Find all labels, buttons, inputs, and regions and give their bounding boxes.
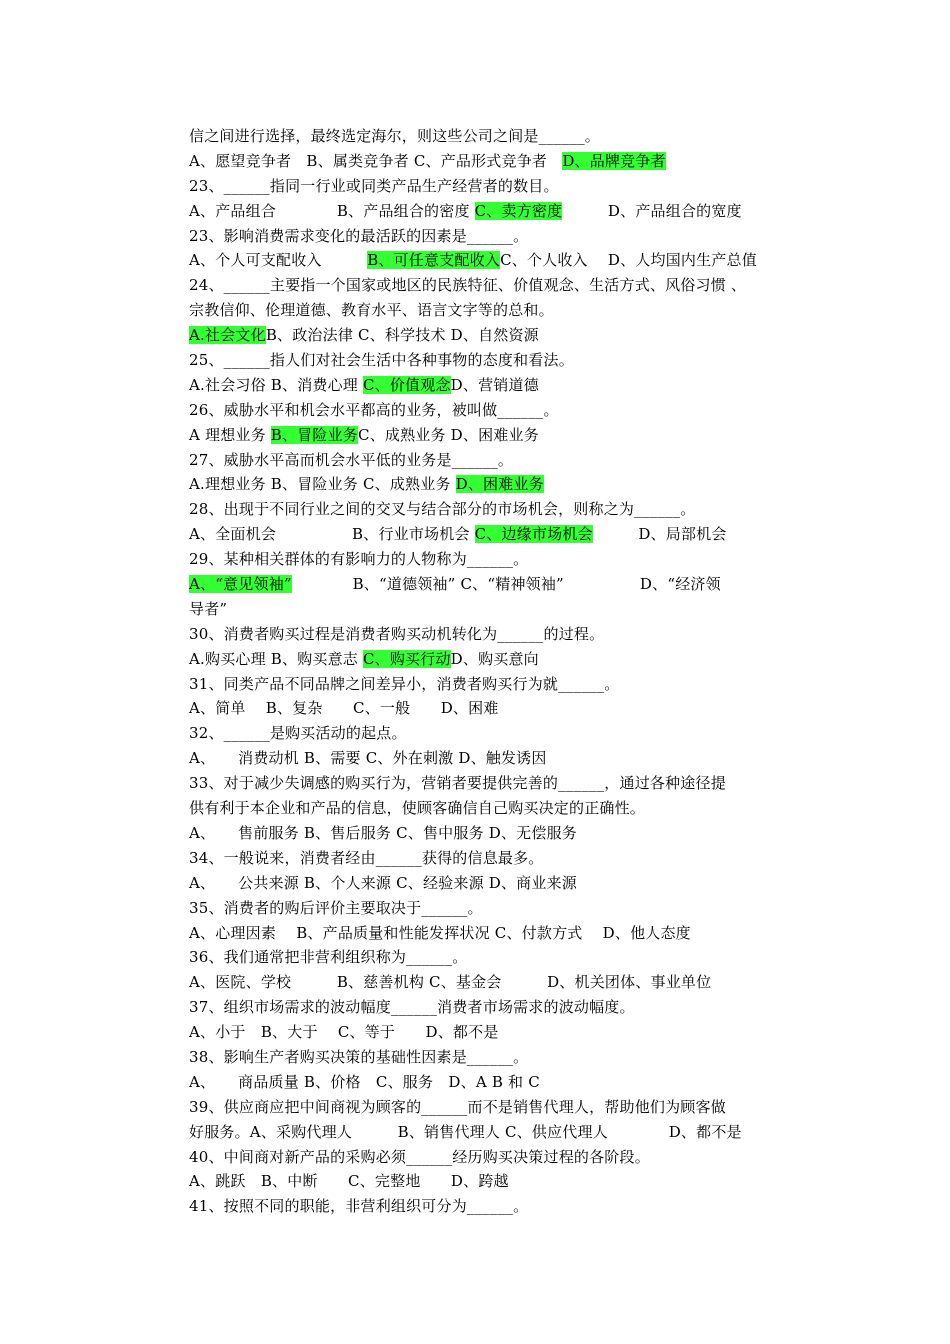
text-line <box>189 448 819 473</box>
text-segment: D、产品组合的宽度 <box>562 201 742 220</box>
text-segment: B、“道德领袖” C、“精神领袖” D、“经济领 <box>291 575 721 594</box>
text-segment: 30、消费者购买过程是消费者购买动机转化为______的过程。 <box>189 624 605 643</box>
text-line <box>189 597 819 622</box>
text-line <box>189 1194 819 1219</box>
text-line <box>189 199 819 224</box>
text-segment: 25、______指人们对社会生活中各种事物的态度和看法。 <box>189 351 574 370</box>
text-line <box>189 398 819 423</box>
text-segment: A、小于 B、大于 C、等于 D、都不是 <box>189 1023 499 1042</box>
text-line <box>189 622 819 647</box>
text-segment: 35、消费者的购后评价主要取决于______。 <box>189 898 483 917</box>
text-segment: B、政治法律 C、科学技术 D、自然资源 <box>265 326 539 345</box>
text-line <box>189 124 819 149</box>
text-line <box>189 721 819 746</box>
text-segment: A、 商品质量 B、价格 C、服务 D、A B 和 C <box>189 1072 540 1091</box>
text-line <box>189 323 819 348</box>
text-segment: 信之间进行选择，最终选定海尔，则这些公司之间是______。 <box>189 127 601 145</box>
text-line <box>189 672 819 697</box>
text-segment: 23、影响消费需求变化的最活跃的因素是______。 <box>189 226 529 245</box>
text-line <box>189 497 819 522</box>
text-segment: A 理想业务 <box>189 425 271 444</box>
text-line <box>189 373 819 398</box>
text-line <box>189 846 819 871</box>
text-segment: A、愿望竞争者 B、属类竞争者 C、产品形式竞争者 <box>189 151 563 170</box>
text-line <box>189 995 819 1020</box>
text-segment: 26、威胁水平和机会水平都高的业务，被叫做______。 <box>189 400 559 419</box>
text-line <box>189 1020 819 1045</box>
text-segment: 40、中间商对新产品的采购必须______经历购买决策过程的各阶段。 <box>189 1147 650 1166</box>
text-segment: 27、威胁水平高而机会水平低的业务是______。 <box>189 450 514 469</box>
highlighted-answer: C、价值观念 <box>362 375 451 394</box>
text-line <box>189 1095 819 1120</box>
text-line <box>189 273 819 298</box>
text-segment: D、局部机会 <box>592 525 727 544</box>
highlighted-answer: D、品牌竞争者 <box>562 151 666 170</box>
text-line <box>189 1120 819 1145</box>
highlighted-answer: B、可任意支配收入 <box>367 251 501 270</box>
text-line <box>189 771 819 796</box>
text-segment: 供有利于本企业和产品的信息，使顾客确信自己购买决定的正确性。 <box>189 799 646 818</box>
text-segment: A.理想业务 B、冒险业务 C、成熟业务 <box>189 475 456 494</box>
highlighted-answer: A、“意见领袖” <box>189 575 292 594</box>
text-segment: A、产品组合 B、产品组合的密度 <box>189 201 475 220</box>
text-line <box>189 1070 819 1095</box>
text-line <box>189 572 819 597</box>
text-line <box>189 896 819 921</box>
text-segment: 36、我们通常把非营利组织称为______。 <box>189 948 468 967</box>
text-line <box>189 945 819 970</box>
text-line <box>189 522 819 547</box>
highlighted-answer: D、困难业务 <box>455 475 544 494</box>
text-line <box>189 423 819 448</box>
text-segment: 28、出现于不同行业之间的交叉与结合部分的市场机会，则称之为______。 <box>189 500 696 519</box>
text-line <box>189 1169 819 1194</box>
highlighted-answer: B、冒险业务 <box>270 425 359 444</box>
text-segment: A、跳跃 B、中断 C、完整地 D、跨越 <box>189 1172 509 1191</box>
text-segment: A、 消费动机 B、需要 C、外在刺激 D、触发诱因 <box>189 749 547 768</box>
text-segment: C、个人收入 D、人均国内生产总值 <box>500 251 757 270</box>
text-segment: A.购买心理 B、购买意志 <box>189 649 363 668</box>
text-segment: A、个人可支配收入 <box>189 251 368 270</box>
text-segment: D、营销道德 <box>450 375 539 394</box>
text-line <box>189 746 819 771</box>
text-segment: 41、按照不同的职能，非营利组织可分为______。 <box>189 1197 529 1216</box>
text-segment: 34、一般说来，消费者经由______获得的信息最多。 <box>189 848 544 867</box>
text-line <box>189 248 819 273</box>
text-line <box>189 174 819 199</box>
text-segment: 39、供应商应把中间商视为顾客的______而不是销售代理人，帮助他们为顾客做 <box>189 1097 726 1116</box>
text-segment: 好服务。A、采购代理人 B、销售代理人 C、供应代理人 D、都不是 <box>189 1122 742 1141</box>
text-line <box>189 298 819 323</box>
highlighted-answer: A.社会文化 <box>189 326 266 345</box>
text-segment: 29、某种相关群体的有影响力的人物称为______。 <box>189 550 529 569</box>
text-line <box>189 547 819 572</box>
text-segment: 宗教信仰、伦理道德、教育水平、语言文字等的总和。 <box>189 301 554 320</box>
text-line <box>189 696 819 721</box>
document-page <box>189 124 819 1219</box>
text-segment: 38、影响生产者购买决策的基础性因素是______。 <box>189 1047 529 1066</box>
text-segment: 32、______是购买活动的起点。 <box>189 724 407 743</box>
text-segment: A、简单 B、复杂 C、一般 D、困难 <box>189 699 499 718</box>
text-segment: A、心理因素 B、产品质量和性能发挥状况 C、付款方式 D、他人态度 <box>189 923 691 942</box>
highlighted-answer: C、购买行动 <box>362 649 451 668</box>
highlighted-answer: C、边缘市场机会 <box>474 525 593 544</box>
text-line <box>189 1045 819 1070</box>
text-segment: A、医院、学校 B、慈善机构 C、基金会 D、机关团体、事业单位 <box>189 973 712 992</box>
text-line <box>189 921 819 946</box>
text-segment: A、 售前服务 B、售后服务 C、售中服务 D、无偿服务 <box>189 823 577 842</box>
text-line <box>189 871 819 896</box>
text-line <box>189 149 819 174</box>
text-line <box>189 224 819 249</box>
highlighted-answer: C、卖方密度 <box>474 201 563 220</box>
text-line <box>189 348 819 373</box>
text-line <box>189 1145 819 1170</box>
text-segment: 37、组织市场需求的波动幅度______消费者市场需求的波动幅度。 <box>189 998 635 1017</box>
text-segment: D、购买意向 <box>450 649 539 668</box>
text-segment: A、 公共来源 B、个人来源 C、经验来源 D、商业来源 <box>189 873 577 892</box>
text-segment: 24、______主要指一个国家或地区的民族特征、价值观念、生活方式、风俗习惯 、 <box>189 276 747 295</box>
text-line <box>189 647 819 672</box>
text-segment: 23、______指同一行业或同类产品生产经营者的数目。 <box>189 176 559 195</box>
text-line <box>189 821 819 846</box>
text-segment: 31、同类产品不同品牌之间差异小，消费者购买行为就______。 <box>189 674 620 693</box>
text-segment: A.社会习俗 B、消费心理 <box>189 375 363 394</box>
text-line <box>189 472 819 497</box>
text-line <box>189 796 819 821</box>
text-segment: 导者” <box>189 599 228 618</box>
text-line <box>189 970 819 995</box>
text-segment: A、全面机会 B、行业市场机会 <box>189 525 475 544</box>
text-segment: C、成熟业务 D、困难业务 <box>358 425 539 444</box>
text-segment: 33、对于减少失调感的购买行为，营销者要提供完善的______，通过各种途径提 <box>189 774 726 793</box>
